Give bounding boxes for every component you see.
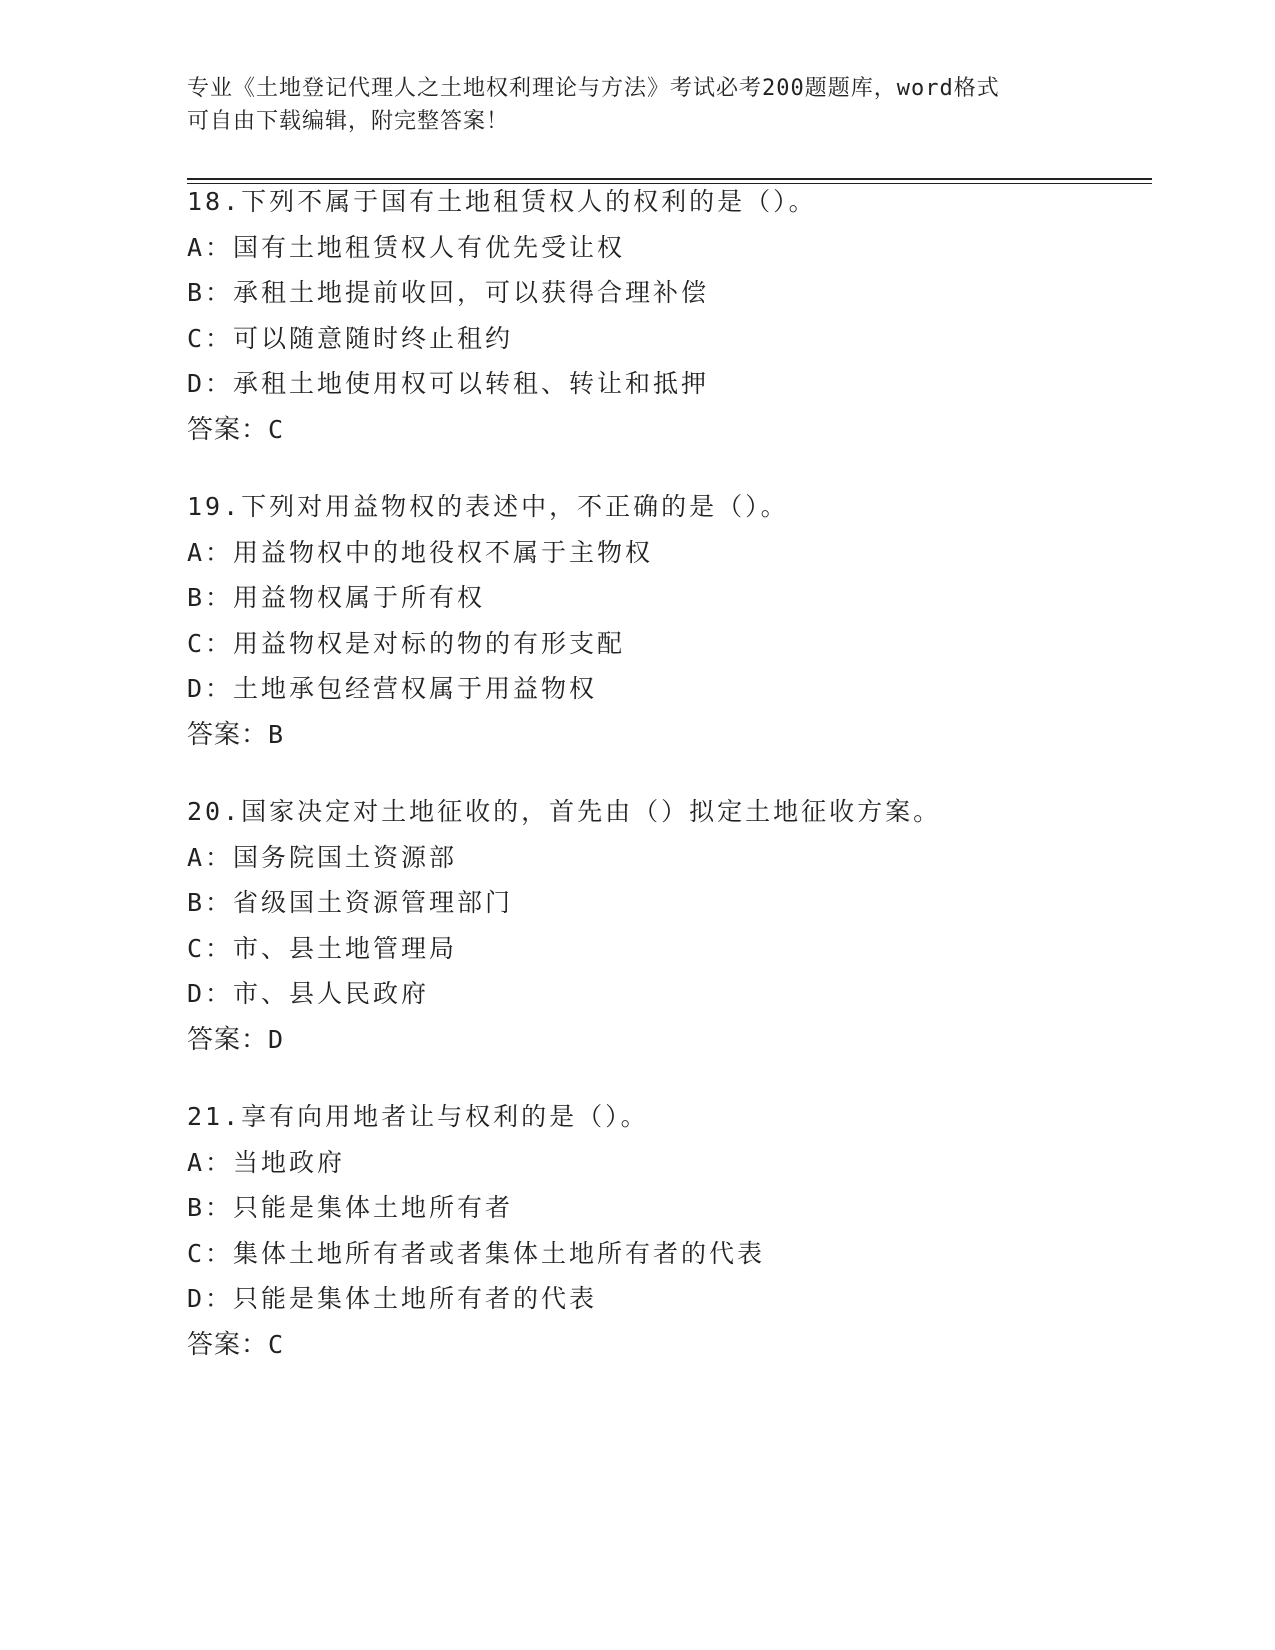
option-d: D：土地承包经营权属于用益物权	[187, 674, 598, 703]
question-stem: 20.国家决定对土地征收的，首先由（）拟定土地征收方案。	[187, 797, 942, 826]
option-d: D：只能是集体土地所有者的代表	[187, 1284, 598, 1313]
option-a: A：国务院国土资源部	[187, 842, 458, 872]
answer-value: B	[268, 719, 287, 749]
answer-line	[187, 1017, 1147, 1063]
option-a: A：国有土地租赁权人有优先受让权	[187, 232, 626, 262]
option-c: C：集体土地所有者或者集体土地所有者的代表	[187, 1238, 766, 1268]
answer-value: D	[268, 1024, 287, 1054]
header-title-line-1: 专业《土地登记代理人之土地权利理论与方法》考试必考200题题库，word格式	[187, 76, 1000, 101]
answer-label: 答案：	[187, 719, 269, 750]
question-21	[187, 1094, 1147, 1367]
answer-value: C	[268, 414, 287, 444]
answer-line	[187, 407, 1147, 453]
option-b: B：只能是集体土地所有者	[187, 1193, 514, 1222]
answer-line	[187, 1322, 1147, 1368]
answer-label: 答案：	[187, 1329, 269, 1360]
option-a: A：当地政府	[187, 1147, 346, 1177]
option-c: C：市、县土地管理局	[187, 933, 458, 963]
option-d: D：市、县人民政府	[187, 979, 430, 1008]
answer-label: 答案：	[187, 414, 269, 445]
question-19	[187, 484, 1147, 757]
option-d: D：承租土地使用权可以转租、转让和抵押	[187, 369, 710, 398]
question-stem: 18.下列不属于国有土地租赁权人的权利的是（）。	[187, 187, 817, 216]
answer-line	[187, 712, 1147, 758]
header-title-line-2: 可自由下载编辑，附完整答案！	[187, 109, 510, 134]
option-a: A：用益物权中的地役权不属于主物权	[187, 537, 654, 567]
option-c: C：用益物权是对标的物的有形支配	[187, 628, 626, 658]
option-b: B：承租土地提前收回，可以获得合理补偿	[187, 278, 710, 307]
question-20	[187, 789, 1147, 1062]
option-c: C：可以随意随时终止租约	[187, 323, 514, 353]
question-18	[187, 179, 1147, 452]
answer-label: 答案：	[187, 1024, 269, 1055]
question-stem: 19.下列对用益物权的表述中，不正确的是（）。	[187, 492, 789, 521]
document-header	[187, 72, 1087, 138]
option-b: B：省级国土资源管理部门	[187, 888, 514, 917]
question-stem: 21.享有向用地者让与权利的是（）。	[187, 1102, 649, 1131]
option-b: B：用益物权属于所有权	[187, 583, 486, 612]
answer-value: C	[268, 1329, 287, 1359]
